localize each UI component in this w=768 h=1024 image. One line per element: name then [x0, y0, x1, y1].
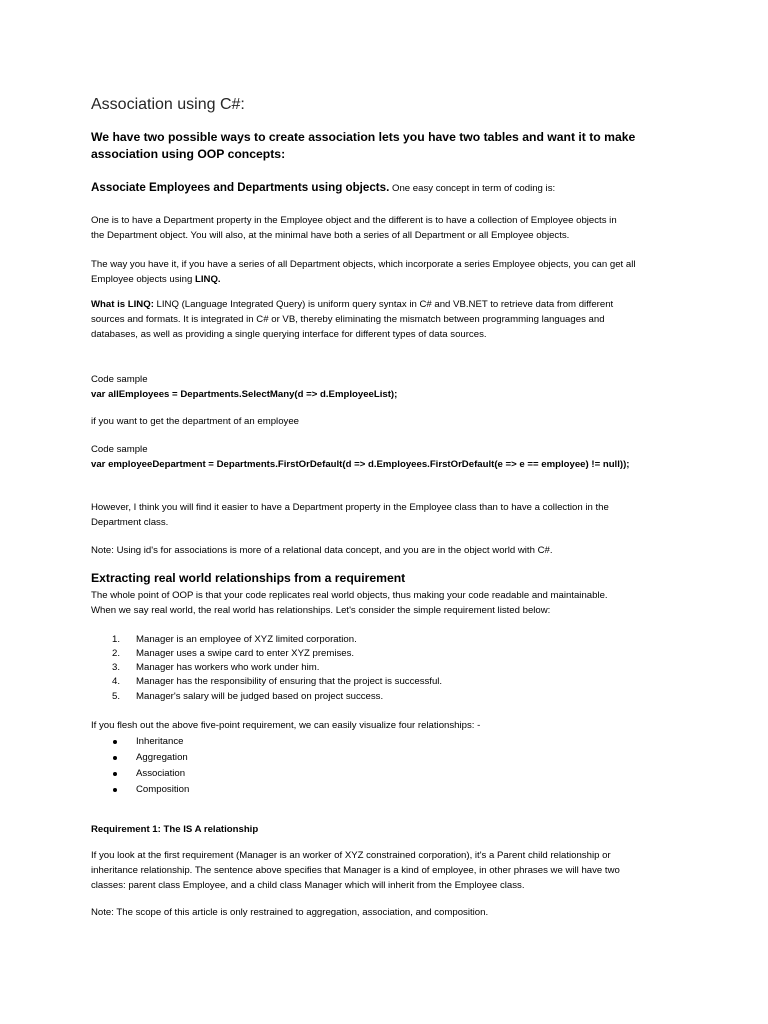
paragraph-4-line-2: When we say real world, the real world has relationships. Let's consider the simple requirement listed below:	[91, 605, 551, 616]
paragraph-5-line-3: classes: parent class Employee, and a child class Manager which will inherit from the Employee class.	[91, 880, 525, 891]
bullet-icon	[113, 740, 117, 744]
paragraph-5-line-2: inheritance relationship. The sentence above specifies that Manager is a kind of employee, in other phrases we will have two	[91, 865, 620, 876]
linq-line-3: databases, as well as providing a single querying interface for different types of data sources.	[91, 329, 487, 340]
code-sample-2	[91, 442, 691, 472]
associate-heading	[91, 181, 691, 194]
code-sample-2-code: var employeeDepartment = Departments.FirstOrDefault(d => d.Employees.FirstOrDefault(e => e == employee) != null));	[91, 459, 630, 470]
flesh-out-sentence: If you flesh out the above five-point requirement, we can easily visualize four relationships: -	[91, 720, 481, 731]
page-title: Association using C#:	[91, 96, 245, 113]
code-sample-1	[91, 372, 691, 402]
note-1: Note: Using id's for associations is more of a relational data concept, and you are in the object world with C#.	[91, 545, 553, 556]
list-item: Aggregation	[136, 752, 188, 763]
linq-bold-term: LINQ.	[195, 274, 221, 285]
paragraph-4	[91, 588, 691, 618]
paragraph-1	[91, 213, 691, 243]
list-item-number: 1.	[112, 634, 121, 645]
list-item: Manager has workers who work under him.	[136, 662, 320, 673]
list-item-number: 4.	[112, 676, 121, 687]
intro-paragraph	[91, 129, 691, 163]
paragraph-2	[91, 257, 691, 287]
list-item: Manager is an employee of XYZ limited corporation.	[136, 634, 357, 645]
paragraph-1-line-2: the Department object. You will also, at the minimal have both a series of all Department or all Employee objects.	[91, 230, 570, 241]
linq-label: What is LINQ:	[91, 299, 154, 310]
list-item-number: 5.	[112, 691, 121, 702]
code-sample-1-label: Code sample	[91, 374, 148, 385]
list-item-number: 3.	[112, 662, 121, 673]
list-item-number: 2.	[112, 648, 121, 659]
code-sample-1-code: var allEmployees = Departments.SelectMany(d => d.EmployeeList);	[91, 389, 398, 400]
requirement-1-heading: Requirement 1: The IS A relationship	[91, 824, 259, 835]
list-item: Association	[136, 768, 186, 779]
extract-heading: Extracting real world relationships from a requirement	[91, 571, 406, 585]
paragraph-5	[91, 848, 691, 893]
list-item: Composition	[136, 784, 190, 795]
bullet-icon	[113, 756, 117, 760]
list-item: Manager has the responsibility of ensuring that the project is successful.	[136, 676, 443, 687]
list-item: Manager's salary will be judged based on project success.	[136, 691, 384, 702]
linq-line-1-rest: LINQ (Language Integrated Query) is uniform query syntax in C# and VB.NET to retrieve data from different	[153, 299, 614, 310]
department-sentence: if you want to get the department of an employee	[91, 416, 299, 427]
code-sample-2-label: Code sample	[91, 444, 148, 455]
paragraph-3-line-1: However, I think you will find it easier to have a Department property in the Employee class than to have a collection in the	[91, 502, 609, 513]
paragraph-2-line-2	[91, 272, 691, 287]
intro-line-1: We have two possible ways to create association lets you have two tables and want it to make	[91, 130, 636, 144]
note-2: Note: The scope of this article is only restrained to aggregation, association, and composition.	[91, 907, 489, 918]
paragraph-3	[91, 500, 691, 530]
paragraph-1-line-1: One is to have a Department property in the Employee object and the different is to have a collection of Employee objects in	[91, 215, 617, 226]
list-item: Inheritance	[136, 736, 184, 747]
paragraph-5-line-1: If you look at the first requirement (Manager is an worker of XYZ constrained corporation), it's a Parent child relationship or	[91, 850, 611, 861]
intro-line-2: association using OOP concepts:	[91, 147, 286, 161]
associate-heading-tail: One easy concept in term of coding is:	[389, 183, 556, 194]
linq-definition	[91, 297, 691, 342]
linq-line-1	[91, 297, 691, 312]
paragraph-4-line-1: The whole point of OOP is that your code replicates real world objects, thus making your code readable and maintainable.	[91, 590, 608, 601]
list-item: Manager uses a swipe card to enter XYZ premises.	[136, 648, 355, 659]
paragraph-2-line-2-text: Employee objects using	[91, 274, 195, 285]
bullet-icon	[113, 788, 117, 792]
associate-heading-bold: Associate Employees and Departments using objects.	[91, 181, 390, 194]
paragraph-2-line-1: The way you have it, if you have a series of all Department objects, which incorporate a series Employee objects, you can get all	[91, 259, 636, 270]
bullet-icon	[113, 772, 117, 776]
paragraph-3-line-2: Department class.	[91, 517, 169, 528]
linq-line-2: sources and formats. It is integrated in C# or VB, thereby eliminating the mismatch between programming languages and	[91, 314, 605, 325]
